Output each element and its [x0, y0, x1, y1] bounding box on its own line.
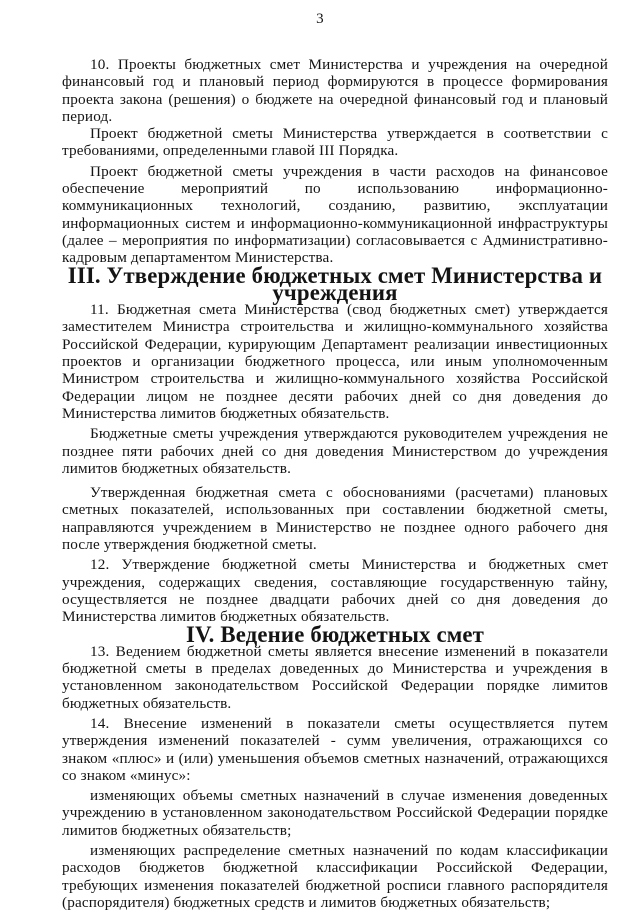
paragraph-14-changes: 14. Внесение изменений в показатели сметы осуществляется путем утверждения изменений показателей - сумм увеличения, отражающихся со знаком «плюс» и (или) уменьшения объемов сметных назначений, отражающихся со знаком «минус»:	[62, 714, 608, 784]
paragraph-approved-estimate-submission: Утвержденная бюджетная смета с обоснованиями (расчетами) плановых сметных показателей, использованных при составлении бюджетной сметы, направляются учреждением в Министерство не позднее одного рабочего дня после утверждения бюджетной сметы.	[62, 484, 608, 554]
paragraph-ministry-estimate-approval: Проект бюджетной сметы Министерства утверждается в соответствии с требованиями, определенными главой III Порядка.	[62, 125, 608, 160]
paragraph-12-secret-estimates: 12. Утверждение бюджетной сметы Министерства и бюджетных смет учреждения, содержащих сведения, составляющие государственную тайну, осуществляется не позднее двадцати рабочих дней со дня доведения до Министерства лимитов бюджетных обязательств.	[62, 556, 608, 626]
section-heading-iii: III. Утверждение бюджетных смет Министерства и учреждения	[67, 262, 603, 305]
paragraph-10-draft-estimates: 10. Проекты бюджетных смет Министерства и учреждения на очередной финансовый год и плановый период формируются в процессе формирования проекта закона (решения) о бюджете на очередной финансовый год и плановый период.	[62, 56, 608, 125]
paragraph-informatization-coordination: Проект бюджетной сметы учреждения в части расходов на финансовое обеспечение мероприятий по использованию информационно-коммуникационных технологий, созданию, развитию, эксплуатации информационных систем и информационно-коммуникационной инфраструктуры (далее – мероприятия по информатизации) согласовывается с Административно-кадровым департаментом Министерства.	[62, 162, 608, 267]
paragraph-institution-estimates: Бюджетные сметы учреждения утверждаются руководителем учреждения не позднее пяти рабочих дней со дня доведения Министерством до учреждения лимитов бюджетных обязательств.	[62, 425, 608, 477]
document-body	[62, 56, 608, 911]
paragraph-13-estimate-maintenance: 13. Ведением бюджетной сметы является внесение изменений в показатели бюджетной сметы в пределах доведенных до Министерства и учреждения в установленном законодательством Российской Федерации порядке лимитов бюджетных обязательств.	[62, 642, 608, 712]
paragraph-change-volumes: изменяющих объемы сметных назначений в случае изменения доведенных учреждению в установленном законодательством Российской Федерации порядке лимитов бюджетных обязательств;	[62, 787, 608, 839]
paragraph-11-ministry-estimate: 11. Бюджетная смета Министерства (свод бюджетных смет) утверждается заместителем Министра строительства и жилищно-коммунального хозяйства Российской Федерации, курирующим Департамент реализации инвестиционных проектов и организации бюджетного процесса, или иным уполномоченным Министром строительства и жилищно-коммунального хозяйства Российской Федерации лицом не позднее десяти рабочих дней со дня доведения до Министерства лимитов бюджетных обязательств.	[62, 301, 608, 422]
paragraph-change-distribution: изменяющих распределение сметных назначений по кодам классификации расходов бюджетов бюджетной классификации Российской Федерации, требующих изменения показателей бюджетной росписи главного распорядителя (распорядителя) бюджетных средств и лимитов бюджетных обязательств;	[62, 842, 608, 911]
section-heading-iv: IV. Ведение бюджетных смет	[185, 621, 485, 647]
page-number: 3	[316, 11, 324, 27]
